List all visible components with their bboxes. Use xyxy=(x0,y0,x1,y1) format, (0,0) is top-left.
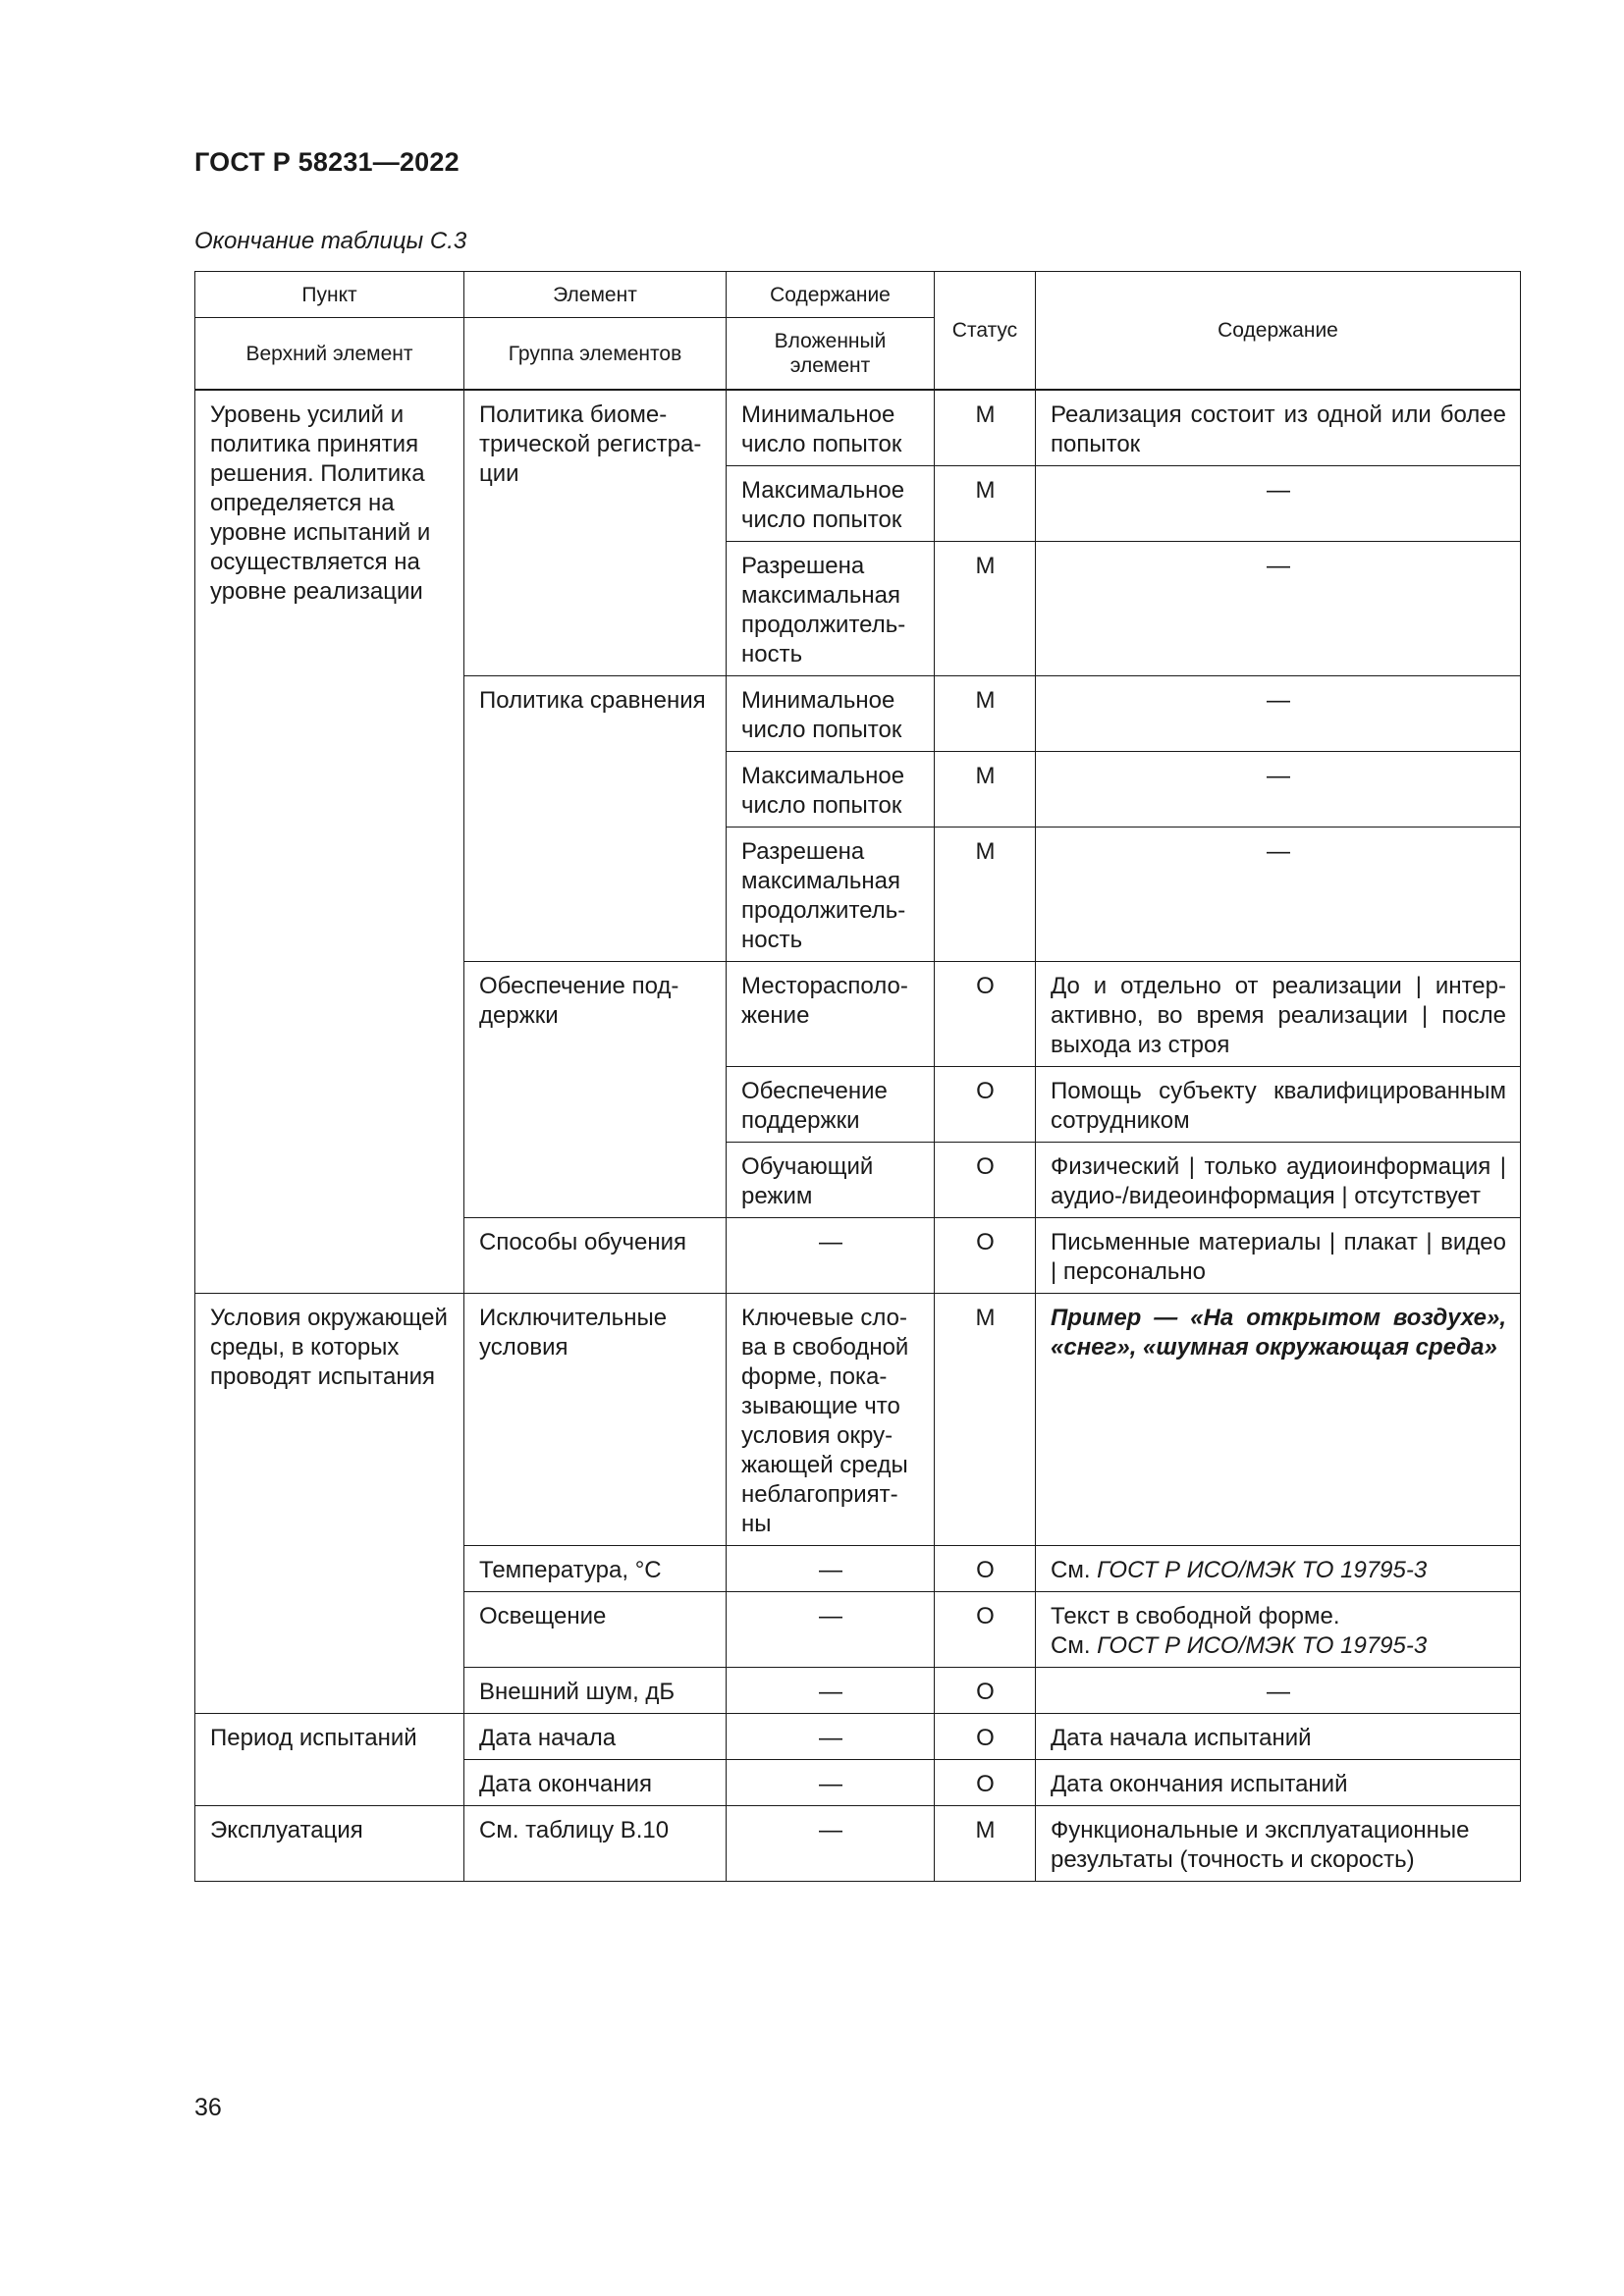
header-element: Элемент xyxy=(464,272,727,318)
status-cell: M xyxy=(935,1294,1036,1546)
table-row xyxy=(195,390,1521,466)
nested-cell: Ключевые слова в свободной форме, показывающие что условия окружающей среды неблагоприятны xyxy=(727,1294,935,1546)
status-cell: M xyxy=(935,1806,1036,1882)
group-cell: Освещение xyxy=(464,1592,727,1668)
document-header: ГОСТ Р 58231—2022 xyxy=(194,147,460,177)
nested-cell: Обеспечение поддержки xyxy=(727,1067,935,1143)
header-vlozhenny-element: Вложенный элемент xyxy=(727,318,935,391)
status-cell: M xyxy=(935,542,1036,676)
nested-cell: — xyxy=(727,1218,935,1294)
nested-cell: Разрешена максимальная продолжительность xyxy=(727,828,935,962)
status-cell: O xyxy=(935,1143,1036,1218)
nested-cell: — xyxy=(727,1546,935,1592)
group-cell: См. таблицу В.10 xyxy=(464,1806,727,1882)
group-cell: Дата окончания xyxy=(464,1760,727,1806)
nested-cell: — xyxy=(727,1760,935,1806)
standard-reference: ГОСТ Р ИСО/МЭК ТО 19795-3 xyxy=(1097,1557,1428,1583)
header-gruppa-elementov: Группа элементов xyxy=(464,318,727,391)
status-cell: O xyxy=(935,1760,1036,1806)
status-cell: M xyxy=(935,390,1036,466)
header-punkt: Пункт xyxy=(195,272,464,318)
content-cell xyxy=(1036,1546,1521,1592)
header-soderzhanie-top: Содержание xyxy=(727,272,935,318)
group-cell: Обеспечение поддержки xyxy=(464,962,727,1218)
top-element-cell: Уровень усилий и политика принятия решения. Политика определяется на уровне испытаний и осуществляется на уровне реализации xyxy=(195,390,464,1294)
status-cell: O xyxy=(935,1668,1036,1714)
content-cell: Физический | только аудиоинформация | аудио-/видеоинформация | отсутствует xyxy=(1036,1143,1521,1218)
status-cell: M xyxy=(935,466,1036,542)
status-cell: M xyxy=(935,676,1036,752)
content-line: Текст в свободной форме. xyxy=(1051,1603,1340,1629)
content-cell: До и отдельно от реализации | интерактивно, во время реализации | после выхода из строя xyxy=(1036,962,1521,1067)
status-cell: O xyxy=(935,962,1036,1067)
nested-cell: Обучающий режим xyxy=(727,1143,935,1218)
content-cell: — xyxy=(1036,542,1521,676)
status-cell: O xyxy=(935,1592,1036,1668)
content-cell: — xyxy=(1036,676,1521,752)
top-element-cell: Эксплуатация xyxy=(195,1806,464,1882)
group-cell: Исключительные условия xyxy=(464,1294,727,1546)
table-body xyxy=(195,390,1521,1882)
table-caption: Окончание таблицы С.3 xyxy=(194,228,467,254)
top-element-cell: Условия окружающей среды, в которых проводят испытания xyxy=(195,1294,464,1714)
header-status: Статус xyxy=(935,272,1036,391)
status-cell: O xyxy=(935,1714,1036,1760)
content-cell: Дата окончания испытаний xyxy=(1036,1760,1521,1806)
nested-cell: Максимальное число попыток xyxy=(727,752,935,828)
group-cell: Дата начала xyxy=(464,1714,727,1760)
table-c3 xyxy=(194,271,1521,1882)
top-element-cell: Период испытаний xyxy=(195,1714,464,1806)
content-cell: Письменные материалы | плакат | видео | персонально xyxy=(1036,1218,1521,1294)
status-cell: O xyxy=(935,1067,1036,1143)
content-cell: — xyxy=(1036,752,1521,828)
nested-cell: — xyxy=(727,1592,935,1668)
nested-cell: Месторасположение xyxy=(727,962,935,1067)
content-cell: — xyxy=(1036,1668,1521,1714)
status-cell: O xyxy=(935,1546,1036,1592)
nested-cell: Максимальное число попыток xyxy=(727,466,935,542)
group-cell: Политика сравнения xyxy=(464,676,727,962)
table-row xyxy=(195,1294,1521,1546)
table-header xyxy=(195,272,1521,391)
nested-cell: Минимальное число попыток xyxy=(727,676,935,752)
nested-cell: Минимальное число попыток xyxy=(727,390,935,466)
header-soderzhanie: Содержание xyxy=(1036,272,1521,391)
table-row xyxy=(195,1806,1521,1882)
nested-cell: Разрешена максимальная продолжительность xyxy=(727,542,935,676)
group-cell: Температура, °С xyxy=(464,1546,727,1592)
table-row xyxy=(195,1714,1521,1760)
group-cell: Политика биометрической регистрации xyxy=(464,390,727,676)
nested-cell: — xyxy=(727,1806,935,1882)
status-cell: M xyxy=(935,752,1036,828)
nested-cell: — xyxy=(727,1668,935,1714)
content-prefix: См. xyxy=(1051,1557,1098,1583)
standard-reference: ГОСТ Р ИСО/МЭК ТО 19795-3 xyxy=(1097,1632,1428,1659)
page-number: 36 xyxy=(194,2094,222,2121)
group-cell: Внешний шум, дБ xyxy=(464,1668,727,1714)
header-verkhniy-element: Верхний элемент xyxy=(195,318,464,391)
status-cell: M xyxy=(935,828,1036,962)
content-cell: Дата начала испытаний xyxy=(1036,1714,1521,1760)
nested-cell: — xyxy=(727,1714,935,1760)
content-cell: Реализация состоит из одной или более попыток xyxy=(1036,390,1521,466)
content-cell: — xyxy=(1036,466,1521,542)
content-cell: — xyxy=(1036,828,1521,962)
content-prefix: См. xyxy=(1051,1632,1098,1659)
group-cell: Способы обучения xyxy=(464,1218,727,1294)
content-cell xyxy=(1036,1592,1521,1668)
status-cell: O xyxy=(935,1218,1036,1294)
content-cell: Пример — «На открытом воздухе», «снег», «шумная окружающая среда» xyxy=(1036,1294,1521,1546)
content-cell: Функциональные и эксплуатационные результаты (точность и скорость) xyxy=(1036,1806,1521,1882)
content-cell: Помощь субъекту квалифицированным сотрудником xyxy=(1036,1067,1521,1143)
